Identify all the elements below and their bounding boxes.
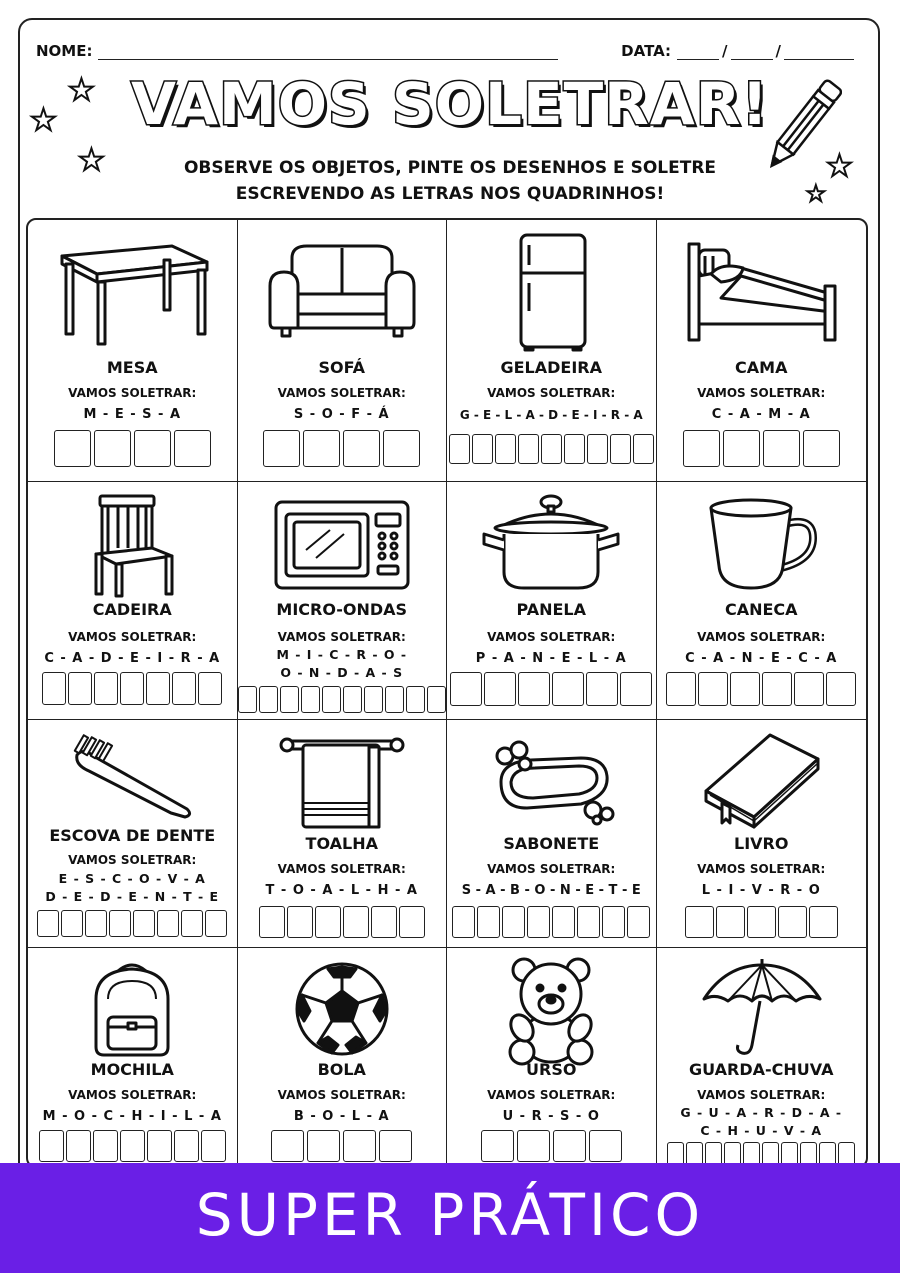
month-field[interactable] <box>731 43 773 60</box>
letter-box[interactable] <box>174 1130 199 1162</box>
word-card <box>657 482 867 720</box>
letter-box[interactable] <box>42 672 66 705</box>
letter-box[interactable] <box>271 1130 304 1162</box>
letter-box[interactable] <box>452 906 475 938</box>
letter-boxes <box>657 906 867 938</box>
spelling: B - O - L - A <box>293 1109 390 1124</box>
letter-box[interactable] <box>826 672 856 706</box>
word-card <box>28 720 238 948</box>
letter-box[interactable] <box>322 686 341 713</box>
data-label: DATA: <box>621 42 672 60</box>
star-icon: ★ <box>826 149 853 184</box>
star-icon: ★ <box>68 73 95 108</box>
instructions <box>120 155 780 207</box>
letter-box[interactable] <box>723 430 760 467</box>
letter-box[interactable] <box>450 672 482 706</box>
letter-box[interactable] <box>553 1130 586 1162</box>
spelling: M - I - C - R - O - O - N - D - A - S <box>276 647 408 680</box>
letter-boxes <box>238 1130 447 1162</box>
letter-boxes <box>657 672 867 706</box>
word-card <box>657 220 867 482</box>
letter-box[interactable] <box>541 434 562 464</box>
letter-box[interactable] <box>762 672 792 706</box>
word-label: BOLA <box>317 1060 366 1079</box>
letter-box[interactable] <box>146 672 170 705</box>
word-label: SABONETE <box>503 834 600 853</box>
letter-boxes <box>238 430 447 467</box>
teddy-bear-icon <box>447 956 656 1066</box>
letter-box[interactable] <box>472 434 493 464</box>
bed-icon <box>657 228 867 353</box>
letter-box[interactable] <box>484 672 516 706</box>
word-card <box>447 720 657 948</box>
letter-box[interactable] <box>364 686 383 713</box>
sofa-icon <box>238 228 447 353</box>
fridge-icon <box>447 228 656 353</box>
letter-box[interactable] <box>683 430 720 467</box>
spell-label: VAMOS SOLETRAR: <box>487 1088 616 1102</box>
spell-label: VAMOS SOLETRAR: <box>697 862 826 876</box>
letter-box[interactable] <box>794 672 824 706</box>
letter-box[interactable] <box>174 430 211 467</box>
word-card <box>238 720 448 948</box>
letter-box[interactable] <box>577 906 600 938</box>
letter-box[interactable] <box>399 906 425 938</box>
word-card <box>238 220 448 482</box>
spell-label: VAMOS SOLETRAR: <box>277 862 406 876</box>
spelling: L - I - V - R - O <box>701 883 821 898</box>
letter-box[interactable] <box>66 1130 91 1162</box>
letter-box[interactable] <box>495 434 516 464</box>
spelling: G - E - L - A - D - E - I - R - A <box>459 408 643 422</box>
star-icon: ★ <box>78 143 105 178</box>
letter-box[interactable] <box>147 1130 172 1162</box>
day-field[interactable] <box>677 43 719 60</box>
spell-label: VAMOS SOLETRAR: <box>697 1088 826 1102</box>
letter-box[interactable] <box>552 672 584 706</box>
letter-box[interactable] <box>85 910 107 937</box>
letter-box[interactable] <box>385 686 404 713</box>
letter-box[interactable] <box>109 910 131 937</box>
word-label: GELADEIRA <box>500 358 602 377</box>
letter-boxes <box>447 1130 656 1162</box>
date-field <box>621 42 854 60</box>
spelling: M - E - S - A <box>83 407 182 422</box>
letter-box[interactable] <box>517 1130 550 1162</box>
letter-boxes <box>28 910 237 937</box>
letter-box[interactable] <box>716 906 745 938</box>
word-card <box>28 220 238 482</box>
spell-label: VAMOS SOLETRAR: <box>277 386 406 400</box>
letter-box[interactable] <box>481 1130 514 1162</box>
letter-box[interactable] <box>371 906 397 938</box>
spelling: S - O - F - Á <box>293 407 390 422</box>
letter-box[interactable] <box>157 910 179 937</box>
spell-label: VAMOS SOLETRAR: <box>68 853 197 867</box>
letter-box[interactable] <box>730 672 760 706</box>
letter-box[interactable] <box>379 1130 412 1162</box>
word-label: GUARDA-CHUVA <box>689 1060 834 1079</box>
letter-box[interactable] <box>120 1130 145 1162</box>
letter-boxes <box>28 672 237 705</box>
promo-banner: SUPER PRÁTICO <box>0 1163 900 1273</box>
letter-box[interactable] <box>307 1130 340 1162</box>
word-card <box>657 720 867 948</box>
letter-box[interactable] <box>685 906 714 938</box>
instructions-line: ESCREVENDO AS LETRAS NOS QUADRINHOS! <box>235 184 665 204</box>
letter-box[interactable] <box>564 434 585 464</box>
letter-box[interactable] <box>94 672 118 705</box>
word-card <box>447 220 657 482</box>
spelling: M - O - C - H - I - L - A <box>42 1109 222 1124</box>
letter-box[interactable] <box>259 686 278 713</box>
chair-icon <box>28 490 237 598</box>
spell-label: VAMOS SOLETRAR: <box>68 630 197 644</box>
letter-box[interactable] <box>763 430 800 467</box>
letter-box[interactable] <box>427 686 446 713</box>
header-row <box>36 36 854 60</box>
letter-box[interactable] <box>37 910 59 937</box>
spell-label: VAMOS SOLETRAR: <box>68 386 197 400</box>
soap-icon <box>447 728 656 833</box>
letter-boxes <box>28 1130 237 1162</box>
letter-box[interactable] <box>315 906 341 938</box>
word-label: CAMA <box>735 358 788 377</box>
letter-box[interactable] <box>172 672 196 705</box>
word-label: CADEIRA <box>92 600 172 619</box>
umbrella-icon <box>657 956 867 1061</box>
word-card <box>657 948 867 1166</box>
page-title: VAMOS SOLETRAR! <box>131 70 769 138</box>
letter-box[interactable] <box>449 434 470 464</box>
spelling: C - A - D - E - I - R - A <box>44 651 221 666</box>
spelling: C - A - M - A <box>711 407 811 422</box>
spell-label: VAMOS SOLETRAR: <box>277 1088 406 1102</box>
letter-box[interactable] <box>518 434 539 464</box>
letter-box[interactable] <box>68 672 92 705</box>
word-label: SOFÁ <box>318 358 366 377</box>
spelling: S - A - B - O - N - E - T - E <box>461 883 641 898</box>
letter-box[interactable] <box>39 1130 64 1162</box>
word-card <box>238 482 448 720</box>
letter-box[interactable] <box>54 430 91 467</box>
word-card <box>447 482 657 720</box>
nome-label: NOME: <box>36 42 93 60</box>
pot-icon <box>447 490 656 598</box>
letter-box[interactable] <box>181 910 203 937</box>
nome-field[interactable] <box>98 43 558 60</box>
letter-box[interactable] <box>94 430 131 467</box>
letter-box[interactable] <box>238 686 257 713</box>
word-label: ESCOVA DE DENTE <box>49 826 216 845</box>
word-label: MICRO-ONDAS <box>276 600 408 619</box>
word-card <box>238 948 448 1166</box>
letter-box[interactable] <box>620 672 652 706</box>
letter-box[interactable] <box>627 906 650 938</box>
letter-box[interactable] <box>93 1130 118 1162</box>
letter-box[interactable] <box>61 910 83 937</box>
letter-box[interactable] <box>343 1130 376 1162</box>
letter-box[interactable] <box>205 910 227 937</box>
word-grid <box>26 218 868 1168</box>
letter-box[interactable] <box>343 686 362 713</box>
word-label: MOCHILA <box>90 1060 174 1079</box>
spell-label: VAMOS SOLETRAR: <box>697 386 826 400</box>
spelling: E - S - C - O - V - A D - E - D - E - N - T - E <box>45 871 220 904</box>
letter-boxes <box>238 906 447 938</box>
letter-box[interactable] <box>803 430 840 467</box>
spell-label: VAMOS SOLETRAR: <box>68 1088 197 1102</box>
letter-box[interactable] <box>633 434 654 464</box>
ball-icon <box>238 956 447 1061</box>
letter-boxes <box>657 430 867 467</box>
word-card <box>447 948 657 1166</box>
spell-label: VAMOS SOLETRAR: <box>487 862 616 876</box>
spell-label: VAMOS SOLETRAR: <box>487 630 616 644</box>
letter-box[interactable] <box>383 430 420 467</box>
letter-box[interactable] <box>343 906 369 938</box>
letter-box[interactable] <box>586 672 618 706</box>
date-slash: / <box>722 42 728 60</box>
letter-boxes <box>447 672 656 706</box>
letter-box[interactable] <box>602 906 625 938</box>
letter-box[interactable] <box>406 686 425 713</box>
letter-box[interactable] <box>343 430 380 467</box>
date-slash: / <box>775 42 781 60</box>
letter-box[interactable] <box>527 906 550 938</box>
spelling: T - O - A - L - H - A <box>265 883 418 898</box>
letter-box[interactable] <box>303 430 340 467</box>
book-icon <box>657 728 867 833</box>
letter-boxes <box>447 906 656 938</box>
word-card <box>28 948 238 1166</box>
letter-box[interactable] <box>301 686 320 713</box>
toothbrush-icon <box>28 728 237 823</box>
mug-icon <box>657 490 867 598</box>
letter-box[interactable] <box>809 906 838 938</box>
letter-box[interactable] <box>198 672 222 705</box>
microwave-icon <box>238 490 447 598</box>
spelling: U - R - S - O <box>502 1109 600 1124</box>
letter-box[interactable] <box>287 906 313 938</box>
letter-box[interactable] <box>133 910 155 937</box>
letter-box[interactable] <box>587 434 608 464</box>
table-icon <box>28 228 237 353</box>
spelling: C - A - N - E - C - A <box>685 651 838 666</box>
letter-box[interactable] <box>552 906 575 938</box>
letter-box[interactable] <box>477 906 500 938</box>
spell-label: VAMOS SOLETRAR: <box>277 630 406 644</box>
letter-boxes <box>447 434 656 464</box>
word-label: TOALHA <box>305 834 378 853</box>
year-field[interactable] <box>784 43 854 60</box>
letter-box[interactable] <box>134 430 171 467</box>
letter-boxes <box>238 686 447 713</box>
spell-label: VAMOS SOLETRAR: <box>697 630 826 644</box>
letter-box[interactable] <box>589 1130 622 1162</box>
word-label: PANELA <box>516 600 587 619</box>
spelling: P - A - N - E - L - A <box>475 651 627 666</box>
spelling: G - U - A - R - D - A - C - H - U - V - A <box>680 1105 843 1138</box>
letter-box[interactable] <box>666 672 696 706</box>
word-label: MESA <box>106 358 158 377</box>
word-card <box>28 482 238 720</box>
letter-box[interactable] <box>502 906 525 938</box>
word-label: URSO <box>526 1060 577 1079</box>
word-label: LIVRO <box>734 834 789 853</box>
letter-box[interactable] <box>259 906 285 938</box>
letter-box[interactable] <box>518 672 550 706</box>
towel-icon <box>238 728 447 833</box>
letter-box[interactable] <box>778 906 807 938</box>
backpack-icon <box>28 956 237 1061</box>
instructions-line: OBSERVE OS OBJETOS, PINTE OS DESENHOS E SOLETRE <box>183 158 717 178</box>
letter-box[interactable] <box>698 672 728 706</box>
letter-box[interactable] <box>747 906 776 938</box>
letter-box[interactable] <box>610 434 631 464</box>
letter-box[interactable] <box>120 672 144 705</box>
star-icon: ★ <box>30 103 57 138</box>
letter-boxes <box>28 430 237 467</box>
star-icon: ★ <box>806 182 826 207</box>
spell-label: VAMOS SOLETRAR: <box>487 386 616 400</box>
word-label: CANECA <box>724 600 798 619</box>
letter-box[interactable] <box>201 1130 226 1162</box>
letter-box[interactable] <box>280 686 299 713</box>
letter-box[interactable] <box>263 430 300 467</box>
